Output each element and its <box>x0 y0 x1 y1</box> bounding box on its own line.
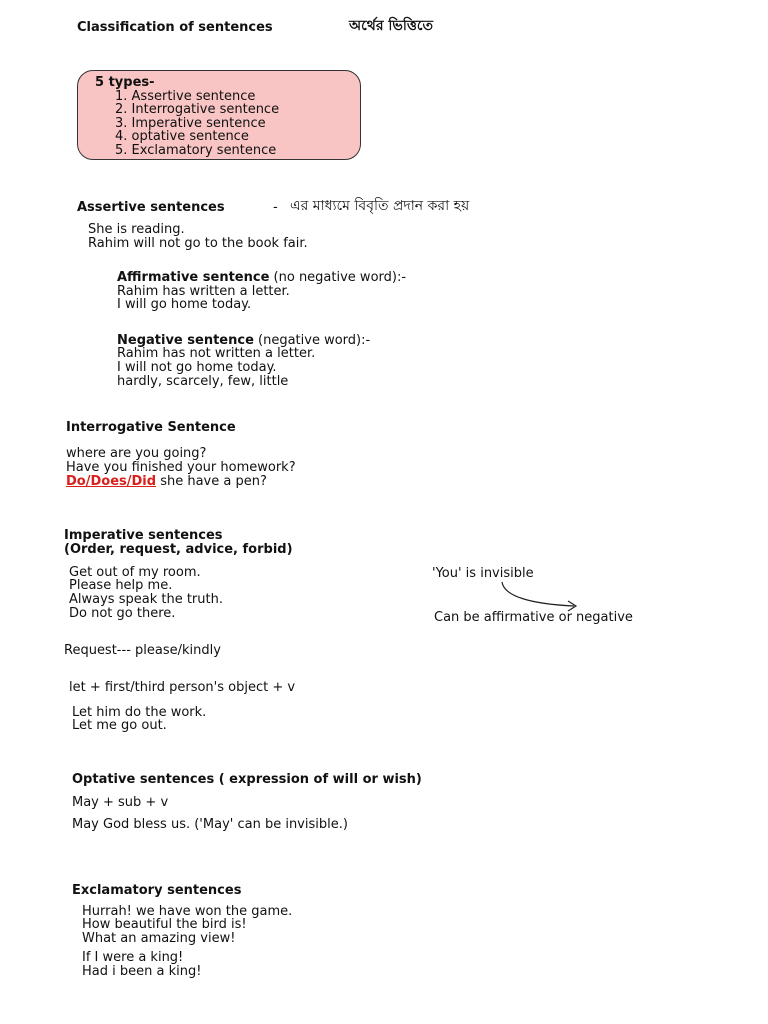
types-heading: 5 types- <box>95 75 155 90</box>
affirmative-example: I will go home today. <box>117 297 252 312</box>
page-title: Classification of sentences <box>77 20 273 35</box>
assertive-heading: Assertive sentences <box>77 200 225 215</box>
affirmative-example: Rahim has written a letter. <box>117 284 290 299</box>
imperative-subheading: (Order, request, advice, forbid) <box>64 542 293 557</box>
exclamatory-example: What an amazing view! <box>82 931 236 946</box>
assertive-bengali-note: এর মাধ্যমে বিবৃতি প্রদান করা হয় <box>290 198 470 214</box>
interrogative-heading: Interrogative Sentence <box>66 420 236 435</box>
let-example: Let me go out. <box>72 718 167 733</box>
exclamatory-if-example: Had i been a king! <box>82 964 202 979</box>
negative-label: Negative sentence <box>117 333 254 348</box>
negative-note: (negative word):- <box>258 333 371 348</box>
types-item: 5. Exclamatory sentence <box>115 143 277 158</box>
types-item: 4. optative sentence <box>115 129 249 144</box>
negative-example: Rahim has not written a letter. <box>117 346 316 361</box>
types-item: 3. Imperative sentence <box>115 116 266 131</box>
imperative-heading: Imperative sentences <box>64 528 223 543</box>
types-item: 2. Interrogative sentence <box>115 102 280 117</box>
interrogative-highlight-rest: she have a pen? <box>156 474 267 489</box>
exclamatory-example: How beautiful the bird is! <box>82 917 247 932</box>
you-invisible-note: 'You' is invisible <box>432 566 534 581</box>
imperative-example: Always speak the truth. <box>69 592 223 607</box>
request-line: Request--- please/kindly <box>64 643 221 658</box>
interrogative-highlight-line <box>66 475 267 489</box>
negative-example: I will not go home today. <box>117 360 277 375</box>
exclamatory-example: Hurrah! we have won the game. <box>82 904 293 919</box>
affirmative-note: (no negative word):- <box>273 270 407 285</box>
affirmative-line <box>117 271 406 285</box>
optative-heading: Optative sentences ( expression of will or wish) <box>72 772 422 787</box>
assertive-example: Rahim will not go to the book fair. <box>88 236 308 251</box>
do-does-did-highlight: Do/Does/Did <box>66 474 157 489</box>
let-rule: let + first/third person's object + v <box>69 680 296 695</box>
imperative-example: Do not go there. <box>69 606 176 621</box>
affirm-negative-note: Can be affirmative or negative <box>434 610 633 625</box>
types-item: 1. Assertive sentence <box>115 89 256 104</box>
assertive-dash: - <box>273 200 278 215</box>
interrogative-example: Have you finished your homework? <box>66 460 296 475</box>
exclamatory-if-example: If I were a king! <box>82 950 184 965</box>
affirmative-label: Affirmative sentence <box>117 270 270 285</box>
negative-words: hardly, scarcely, few, little <box>117 374 289 389</box>
imperative-example: Please help me. <box>69 578 173 593</box>
interrogative-example: where are you going? <box>66 446 207 461</box>
assertive-example: She is reading. <box>88 222 185 237</box>
page-title-bengali: অর্থের ভিত্তিতে <box>349 18 433 34</box>
imperative-example: Get out of my room. <box>69 565 201 580</box>
let-example: Let him do the work. <box>72 705 207 720</box>
optative-example: May God bless us. ('May' can be invisible.) <box>72 817 348 832</box>
optative-formula: May + sub + v <box>72 795 169 810</box>
exclamatory-heading: Exclamatory sentences <box>72 883 242 898</box>
